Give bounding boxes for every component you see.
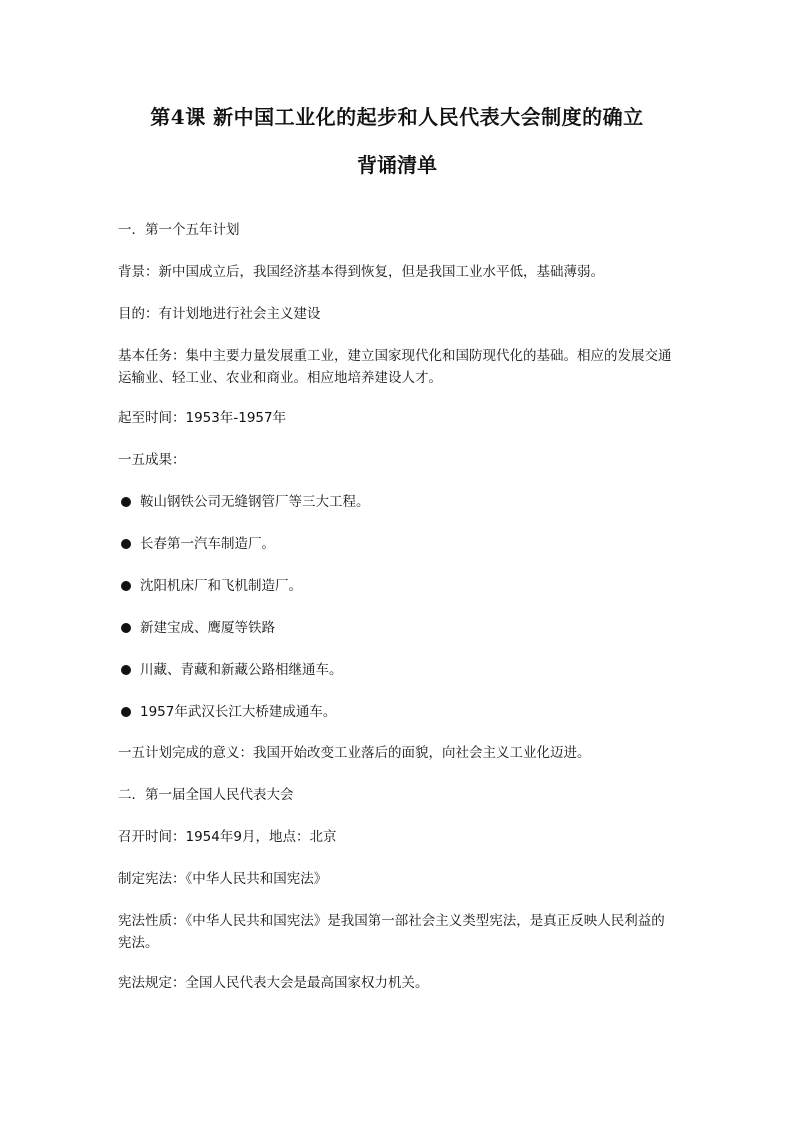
significance-text: 一五计划完成的意义：我国开始改变工业落后的面貌，向社会主义工业化迈进。 bbox=[118, 745, 591, 761]
list-item-text: 川藏、青藏和新藏公路相继通车。 bbox=[140, 662, 343, 678]
list-item-text: 沈阳机床厂和飞机制造厂。 bbox=[140, 578, 302, 594]
achievements-label: 一五成果： bbox=[118, 452, 186, 468]
content-body bbox=[118, 219, 678, 994]
bullet-icon bbox=[121, 581, 131, 591]
list-item bbox=[118, 575, 678, 597]
bullet-icon bbox=[121, 665, 131, 675]
task-text: 基本任务：集中主要力量发展重工业，建立国家现代化和国防现代化的基础。相应的发展交通运输业、轻工业、农业和商业。相应地培养建设人才。 bbox=[118, 348, 672, 386]
section2-heading: 二．第一届全国人民代表大会 bbox=[118, 787, 294, 803]
provision-text: 宪法规定：全国人民代表大会是最高国家权力机关。 bbox=[118, 975, 429, 991]
background-text: 背景：新中国成立后，我国经济基本得到恢复，但是我国工业水平低，基础薄弱。 bbox=[118, 264, 604, 280]
bullet-icon bbox=[121, 539, 131, 549]
list-item-text: 新建宝成、鹰厦等铁路 bbox=[140, 620, 275, 636]
page-subtitle: 背诵清单 bbox=[357, 153, 437, 177]
goal-text: 目的：有计划地进行社会主义建设 bbox=[118, 306, 321, 322]
list-item bbox=[118, 659, 678, 681]
bullet-icon bbox=[121, 707, 131, 717]
constitution-text: 制定宪法：《中华人民共和国宪法》 bbox=[118, 871, 328, 887]
list-item-text: 长春第一汽车制造厂。 bbox=[140, 536, 275, 552]
period-text: 起至时间：1953年-1957年 bbox=[118, 410, 287, 426]
page-title: 第4课 新中国工业化的起步和人民代表大会制度的确立 bbox=[150, 105, 644, 129]
time-place-text: 召开时间：1954年9月，地点：北京 bbox=[118, 829, 337, 845]
list-item-text: 1957年武汉长江大桥建成通车。 bbox=[140, 704, 337, 720]
title-block bbox=[0, 102, 794, 180]
section1-heading: 一．第一个五年计划 bbox=[118, 222, 240, 238]
bullet-icon bbox=[121, 497, 131, 507]
nature-text: 宪法性质：《中华人民共和国宪法》是我国第一部社会主义类型宪法，是真正反映人民利益的宪法。 bbox=[118, 913, 665, 951]
list-item bbox=[118, 533, 678, 555]
list-item bbox=[118, 617, 678, 639]
list-item bbox=[118, 701, 678, 723]
list-item bbox=[118, 491, 678, 513]
list-item-text: 鞍山钢铁公司无缝钢管厂等三大工程。 bbox=[140, 494, 370, 510]
bullet-icon bbox=[121, 623, 131, 633]
